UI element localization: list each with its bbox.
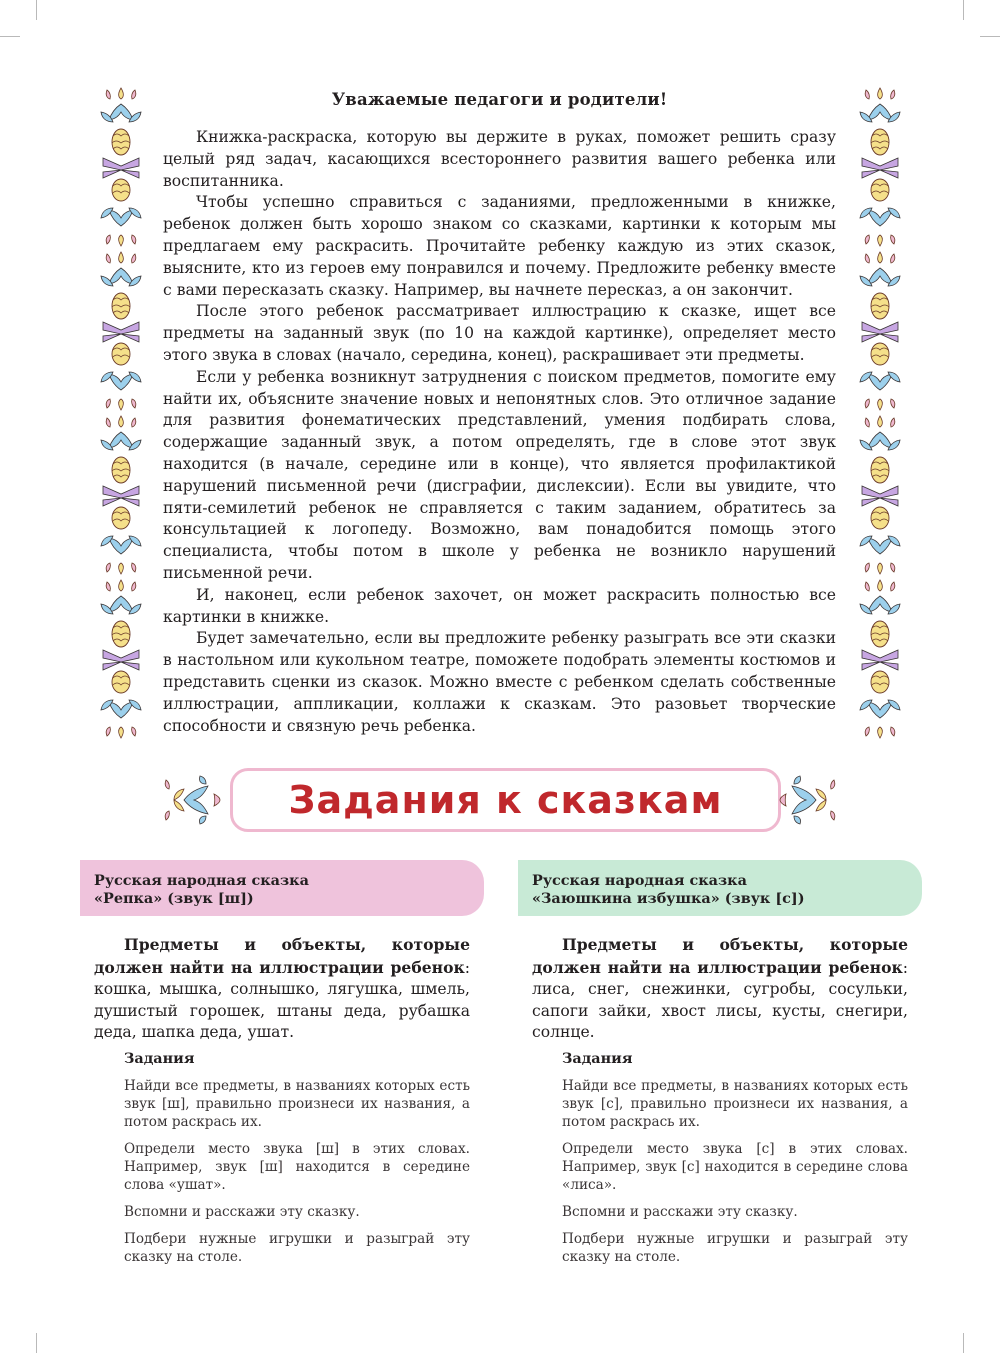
intro-paragraph: Книжка-раскраска, которую вы держите в руках, поможет решить сразу целый ряд задач, касающихся всестороннего развития вашего ребенка или воспитанника.	[163, 128, 836, 190]
crop-mark	[963, 0, 964, 20]
tale-header-line2: «Репка» (звук [ш])	[94, 890, 254, 907]
crop-mark	[36, 0, 37, 20]
task-item: Найди все предметы, в названиях которых есть звук [с], правильно произнеси их названия, а потом раскрась их.	[562, 1077, 908, 1130]
tale-header-line1: Русская народная сказка	[94, 872, 309, 889]
intro-paragraph: После этого ребенок рассматривает иллюстрацию к сказке, ищет все предметы на заданный звук (по 10 на каждой картинке), определяет место этого звука в словах (начало, середина, конец), раскрашивает эти предметы.	[163, 302, 836, 364]
objects-lead: Предметы и объекты, которые должен найти на иллюстрации ребенок	[532, 935, 908, 977]
task-item: Подбери нужные игрушки и разыграй эту сказку на столе.	[124, 1230, 470, 1265]
crop-mark	[980, 36, 1000, 37]
tale-header-line1: Русская народная сказка	[532, 872, 747, 889]
intro-paragraph: Если у ребенка возникнут затруднения с поиском предметов, помогите ему найти их, объясните значение новых и непонятных слов. Это отличное задание для развития фонематических представлений, умения подбирать слова, содержащие заданный звук, а потом определять, где в слове этот звук находится (в начале, середине или в конце), что является профилактикой нарушений письменной речи (дисграфии, дислексии). Если вы увидите, что пяти-семилетий ребенок не справляется с таким заданием, обратитесь за консультацией к логопеду. Возможно, вам понадобится помощь этого специалиста, чтобы потом в школе у ребенка не возникло нарушений письменной речи.	[163, 367, 836, 582]
task-item: Подбери нужные игрушки и разыграй эту сказку на столе.	[562, 1230, 908, 1265]
crop-mark	[36, 1333, 37, 1353]
task-item: Вспомни и расскажи эту сказку.	[562, 1203, 798, 1220]
tale-objects	[532, 934, 908, 1044]
banner-title: Задания к сказкам	[288, 778, 723, 822]
banner-ornament-right-icon	[774, 770, 840, 830]
right-ornament-border	[852, 86, 908, 746]
section-banner	[160, 766, 840, 834]
objects-list: : лиса, снег, снежинки, сугробы, сосульки, сапоги зайки, хвост лисы, кусты, снегири, солнце.	[532, 958, 908, 1041]
intro-paragraph: И, наконец, если ребенок захочет, он может раскрасить полностью все картинки в книжке.	[163, 585, 836, 626]
intro-title: Уважаемые педагоги и родители!	[331, 90, 668, 109]
objects-list: : кошка, мышка, солнышко, лягушка, шмель, душистый горошек, штаны деда, рубашка деда, шапка деда, ушат.	[94, 958, 470, 1041]
banner-ornament-left-icon	[160, 770, 226, 830]
tale-header	[518, 860, 922, 916]
tale-header-line2: «Заюшкина избушка» (звук [с])	[532, 890, 805, 907]
intro-paragraph: Чтобы успешно справиться с заданиями, предложенными в книжке, ребенок должен быть хорошо знаком со сказками, картинки к которым мы предлагаем ему раскрасить. Прочитайте ребенку каждую из этих сказок, выясните, кто из героев ему понравился и почему. Предложите ребенку вместе с вами пересказать сказку. Например, вы начнете пересказ, а он закончит.	[163, 193, 836, 299]
task-item: Определи место звука [с] в этих словах. Например, звук [с] находится в середине слова «лиса».	[562, 1140, 908, 1193]
tale-header	[80, 860, 484, 916]
crop-mark	[963, 1333, 964, 1353]
task-item: Определи место звука [ш] в этих словах. Например, звук [ш] находится в середине слова «ушат».	[124, 1140, 470, 1193]
banner-frame	[230, 768, 781, 832]
tasks-title: Задания	[562, 1049, 633, 1067]
tasks-title: Задания	[124, 1049, 195, 1067]
task-item: Вспомни и расскажи эту сказку.	[124, 1203, 360, 1220]
crop-mark	[0, 36, 20, 37]
intro-paragraph: Будет замечательно, если вы предложите ребенку разыграть все эти сказки в настольном или кукольном театре, поможете подобрать элементы костюмов и представить сценки из сказок. Можно вместе с ребенком сделать собственные иллюстрации, аппликации, коллажи к сказкам. Это разовьет творческие способности и связную речь ребенка.	[163, 629, 836, 735]
task-item: Найди все предметы, в названиях которых есть звук [ш], правильно произнеси их названия, а потом раскрась их.	[124, 1077, 470, 1130]
objects-lead: Предметы и объекты, которые должен найти на иллюстрации ребенок	[94, 935, 470, 977]
left-ornament-border	[93, 86, 149, 746]
tale-card-zayushkina-izbushka	[518, 860, 922, 1275]
intro-section	[163, 90, 836, 737]
tale-card-repka	[80, 860, 484, 1275]
tale-objects	[94, 934, 470, 1044]
